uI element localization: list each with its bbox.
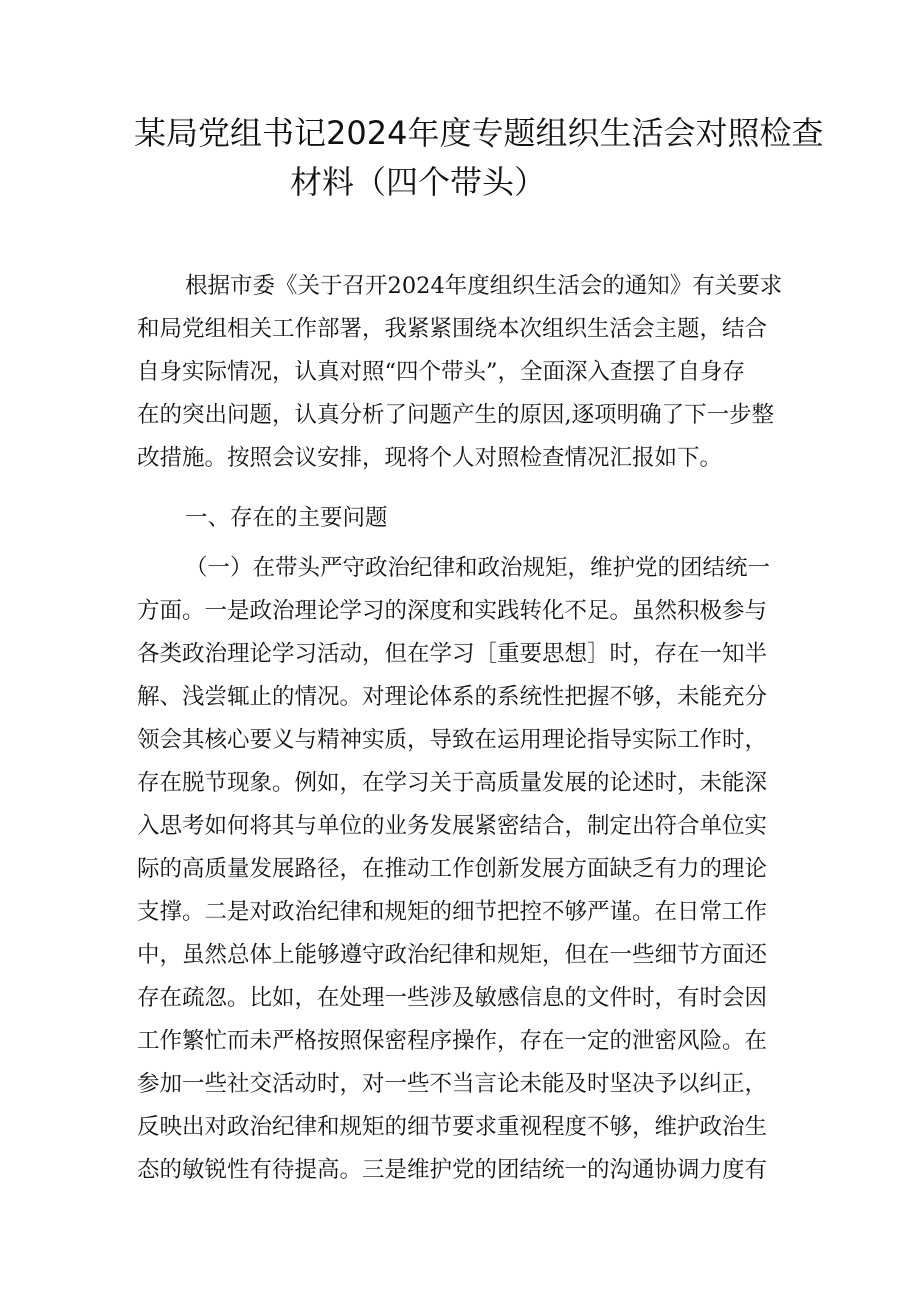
- body-paragraph-line: 解、浅尝辄止的情况。对理论体系的系统性把握不够，未能充分: [137, 684, 768, 710]
- intro-paragraph-line: 和局党组相关工作部署，我紧紧围绕本次组织生活会主题，结合: [137, 316, 768, 342]
- body-paragraph-line: （一）在带头严守政治纪律和政治规矩，维护党的团结统一: [185, 555, 771, 581]
- body-paragraph-line: 际的高质量发展路径，在推动工作创新发展方面缺乏有力的理论: [137, 856, 768, 882]
- body-paragraph-line: 支撑。二是对政治纪律和规矩的细节把控不够严谨。在日常工作: [137, 899, 768, 925]
- body-paragraph-line: 领会其核心要义与精神实质，导致在运用理论指导实际工作时，: [137, 727, 768, 753]
- body-paragraph-line: 入思考如何将其与单位的业务发展紧密结合，制定出符合单位实: [137, 813, 768, 839]
- intro-paragraph-line: 改措施。按照会议安排，现将个人对照检查情况汇报如下。: [137, 445, 723, 471]
- body-paragraph-line: 态的敏锐性有待提高。三是维护党的团结统一的沟通协调力度有: [137, 1157, 768, 1183]
- intro-paragraph-line: 自身实际情况，认真对照“四个带头”，全面深入查摆了自身存: [137, 359, 746, 385]
- body-paragraph-line: 中，虽然总体上能够遵守政治纪律和规矩，但在一些细节方面还: [137, 942, 768, 968]
- body-paragraph-line: 工作繁忙而未严格按照保密程序操作，存在一定的泄密风险。在: [137, 1028, 768, 1054]
- intro-paragraph-line: 在的突出问题，认真分析了问题产生的原因,逐项明确了下一步整: [137, 402, 775, 428]
- body-paragraph-line: 方面。一是政治理论学习的深度和实践转化不足。虽然积极参与: [137, 598, 768, 624]
- body-paragraph-line: 存在脱节现象。例如，在学习关于高质量发展的论述时，未能深: [137, 770, 768, 796]
- section-heading: 一、存在的主要问题: [185, 505, 388, 531]
- document-title-line-2: 材料（四个带头）: [290, 163, 547, 201]
- body-paragraph-line: 反映出对政治纪律和规矩的细节要求重视程度不够，维护政治生: [137, 1114, 768, 1140]
- body-paragraph-line: 各类政治理论学习活动，但在学习［重要思想］时，存在一知半: [137, 641, 768, 667]
- body-paragraph-line: 存在疏忽。比如，在处理一些涉及敏感信息的文件时，有时会因: [137, 985, 768, 1011]
- body-paragraph-line: 参加一些社交活动时，对一些不当言论未能及时坚决予以纠正，: [137, 1071, 768, 1097]
- intro-paragraph-line: 根据市委《关于召开2024年度组织生活会的通知》有关要求: [185, 273, 783, 299]
- document-title-line-1: 某局党组书记2024年度专题组织生活会对照检查: [134, 114, 824, 152]
